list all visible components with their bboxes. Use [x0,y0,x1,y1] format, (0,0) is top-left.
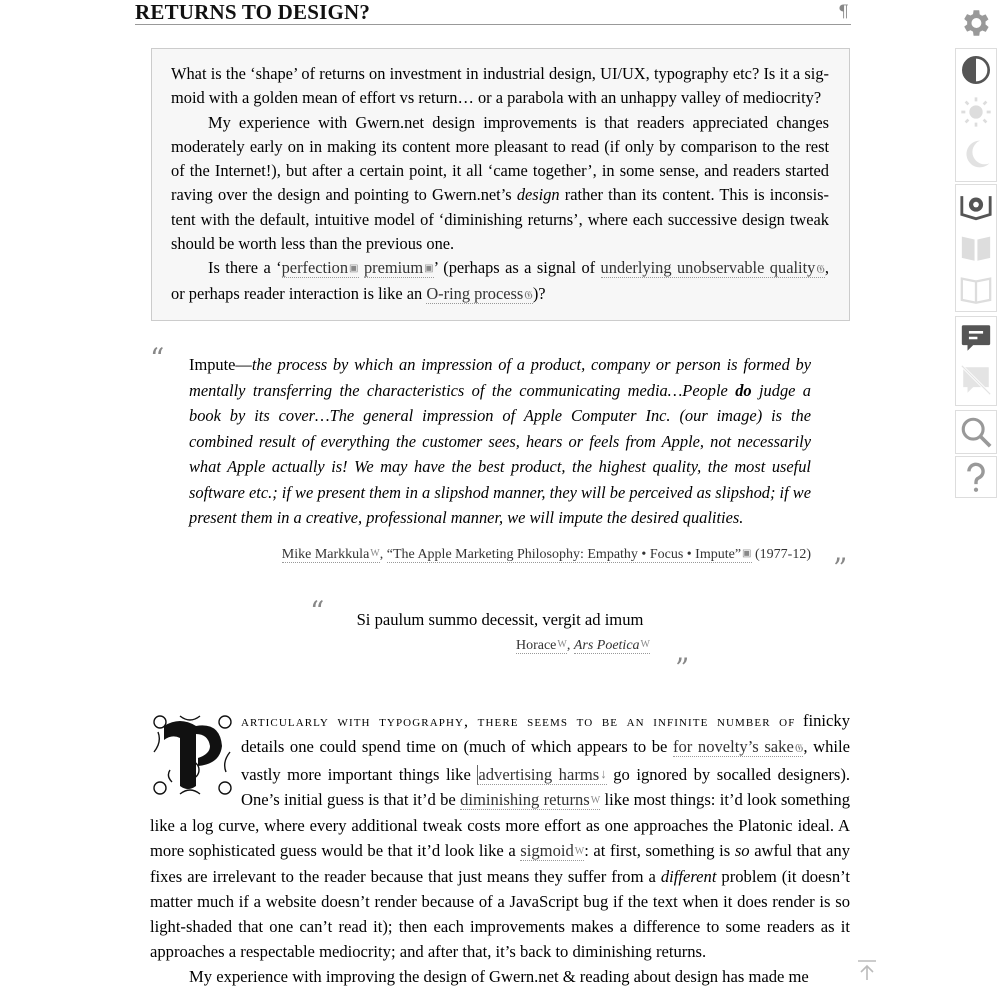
text: awful that any fixes are irrelevant to the reader because that just means they suffer from a [150,841,850,886]
section-title: RETURNS TO DESIGN? [135,0,371,24]
reader-mode-group [955,184,997,312]
abstract-box [151,48,850,321]
arrow-down-icon: ↓ [600,766,607,781]
mode-light-button[interactable] [956,91,996,133]
popups-off-button[interactable] [956,359,996,401]
reader-mode-off-icon [959,273,993,307]
link-text: sigmoid [520,841,574,860]
help-group [955,456,997,498]
link-text: advertising harms [478,765,600,784]
emphasis: design [516,185,560,205]
link-underlying-quality[interactable] [601,258,825,278]
emphasis: different [660,867,717,886]
link-ars-poetica[interactable] [574,638,650,654]
text: , [566,638,574,653]
text: : at first, something is [584,841,735,860]
emphasis: so [734,841,750,860]
back-to-top-icon[interactable] [855,958,879,982]
link-text: underlying unobservable quality [600,258,816,278]
close-quote-mark: ” [675,652,690,685]
close-quote-mark: ” [833,552,848,585]
quote-text [189,352,811,531]
text: )? [532,283,546,303]
quote-text: Si paulum summo decessit, vergit ad imum [356,610,644,629]
mode-dark-button[interactable] [956,133,996,175]
text: problem (it doesn’t matter much if a website doesn’t render because of a JavaScript bug if the text when it does render is so light-shaded that one can’t read it); then each improvements makes a difference to some readers as it approaches a respectable mediocrity; and after that, it’s back to diminishing returns. [150,867,851,961]
search-group [955,410,997,454]
wikipedia-icon: W [370,547,380,559]
abstract-paragraph [171,111,829,257]
open-quote-mark: “ [310,595,325,628]
epigraph-quote-markkula [189,352,811,567]
help-button[interactable] [956,457,996,497]
text: , [379,546,387,562]
link-premium[interactable] [364,258,434,278]
reader-settings-icon [959,189,993,223]
section-anchor-link[interactable]: ¶ [838,2,849,22]
dropcap-ornament-icon [150,712,235,798]
search-button[interactable] [956,411,996,453]
reader-settings-button[interactable] [956,185,996,227]
link-o-ring[interactable] [426,284,533,304]
wikipedia-icon: W [640,639,650,650]
link-author-markkula[interactable] [282,547,380,563]
search-icon [959,415,993,449]
link-advertising-harms[interactable] [477,765,606,785]
text: Impute— [189,355,252,374]
body-paragraph: My experience with improving the design of Gwern.net & reading about design has made me [189,967,809,986]
toolbar-settings-button[interactable] [955,2,995,44]
dark-mode-icon [960,138,992,170]
epigraph-quote-horace [350,610,650,654]
link-perfection[interactable] [282,258,359,278]
abstract-paragraph [171,256,829,307]
emphasis: do [735,380,752,400]
link-text: “The Apple Marketing Philosophy: Empathy • Focus • Impute” [386,546,742,562]
text: , while vastly more important things like [241,737,850,784]
text: My experience with Gwern.net design improvements is that readers appreciated changes moderately early on in making its content more pleasant to read (if only by comparison to the rest of the Internet!), but after a certain point, it all ‘came together’, in some sense, and readers started raving over the design and pointing to Gwern.net’s [171,112,829,205]
link-text: O-ring process [426,283,524,303]
text: , or perhaps reader interaction is like an [171,258,829,303]
small-caps-lead: articularly with typography, there seems to be an infinite number of [241,713,796,730]
popups-on-button[interactable] [956,317,996,359]
text: the process by which an impression of a product, company or person is formed by mentally transferring the characteristics of the communicating media…People [189,355,811,400]
text: Is there a ‘ [208,258,282,278]
pdf-icon: ▣ [349,263,359,275]
reader-mode-on-icon [959,231,993,265]
open-quote-mark: “ [150,342,165,375]
reader-mode-on-button[interactable] [956,227,996,269]
link-author-horace[interactable] [516,638,567,654]
link-text: Ars Poetica [573,638,640,653]
body-paragraph [150,708,850,964]
link-novelty-sake[interactable] [673,737,803,757]
abstract-paragraph: What is the ‘shape’ of returns on investment in industrial design, UI/UX, typography etc? Is it a sigmoid with a golden mean of effort vs return… or a parabola with an unhappy valley of mediocrity? [171,64,829,108]
text: like most things: it’d look something like a log curve, where every additional tweak costs more effort as one approaches the Platonic ideal. A more sophisticated guess would be that it’d look like a [150,790,850,860]
quote-attribution [350,638,650,654]
light-mode-icon [960,96,992,128]
svg-text:P: P [192,722,193,723]
popups-on-icon [959,321,993,355]
wikipedia-icon: W [590,795,601,806]
link-text: for novelty’s sake [672,737,794,756]
auto-mode-icon [960,54,992,86]
wikipedia-icon: W [574,846,585,857]
quote-date: (1977-12) [751,546,811,562]
theme-mode-group [955,48,997,182]
quote-attribution [189,541,811,568]
gwern-icon: 𝔊 [794,741,804,755]
wikipedia-icon: W [557,639,567,650]
gear-icon [958,6,992,40]
reader-mode-off-button[interactable] [956,269,996,311]
link-text: Mike Markkula [281,546,370,562]
text: go ignored by socalled designers). One’s initial guess is that it’d be [241,765,850,809]
link-text: Horace [515,638,557,653]
section-heading [135,0,851,25]
link-diminishing-returns[interactable] [460,790,600,810]
link-source-document[interactable] [387,547,752,563]
gwern-icon: 𝔊 [524,287,533,302]
text: judge a book by its cover…The general impression of Apple Computer Inc. (our image) is the combined result of everything the customer sees, hears or feels from Apple, not necessarily what Apple actually is! We may have the best product, the highest quality, the most useful software etc.; if we present them in a slipshod manner, they will be perceived as slipshod; if we present them in a creative, professional manner, we will impute the desired qualities. [189,380,812,527]
link-text: premium [363,258,424,278]
mode-auto-button[interactable] [956,49,996,91]
link-text: diminishing returns [460,790,590,809]
text: finicky details one could spend time on (much of which appears to be [241,711,850,756]
text: rather than its content. This is inconsistent with the default, intuitive model of ‘diminishing returns’, where each successive design tweak should be worth less than the previous one. [171,185,829,254]
link-sigmoid[interactable] [520,841,584,861]
popups-off-icon [959,363,993,397]
help-icon [959,460,993,494]
pdf-icon: ▣ [424,263,434,275]
body-text [150,708,850,989]
gwern-icon: 𝔊 [816,262,825,277]
link-text: perfection [281,258,349,278]
popups-group [955,316,997,406]
pdf-icon: ▣ [742,547,752,559]
text: ’ (perhaps as a signal of [433,258,601,278]
